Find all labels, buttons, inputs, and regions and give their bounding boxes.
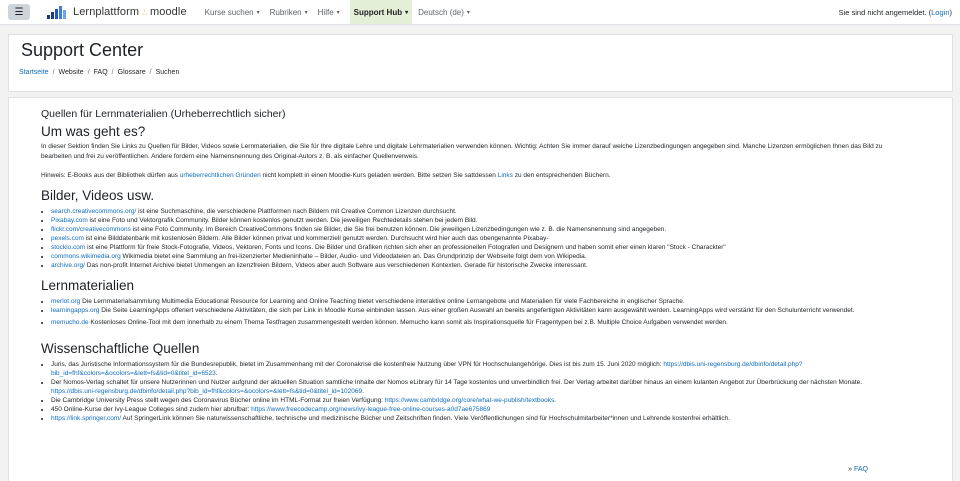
resource-description: Wikimedia bietet eine Sammlung an frei-lizenzierter Medieninhalte – Bilder, Audio- und Videodateien an. Das Grundprinzip der Webseite folgt dem von Wikipedia. [120,253,587,260]
faq-link[interactable]: FAQ [853,466,868,473]
hamburger-icon: ☰ [14,6,24,18]
resource-description: Die Lernmaterialsammlung Multimedia Educational Resource for Learning and Online Teaching bietet verschiedene interaktive online Lernangebote und Materialien für viele Fachbereiche in englischer Sprache. [80,298,685,305]
caret-down-icon: ▾ [466,9,470,16]
resource-link[interactable]: learningapps.org [51,307,100,314]
list-item [51,261,901,270]
logo-bars-icon [46,5,70,19]
list-item [51,414,901,423]
resource-description: . [362,388,364,395]
list-item [51,306,901,315]
nav-item-label: Kurse suchen [204,7,254,17]
section-heading-bilder: Bilder, Videos usw. [41,188,155,203]
page-title: Support Center [21,40,144,60]
breadcrumb-glossare[interactable]: Glossare [117,69,146,76]
breadcrumb-separator: / [87,69,90,76]
section-heading-um-was: Um was geht es? [41,124,146,139]
resource-description: Kostenloses Online-Tool mit dem innerhalb zu einem Thema Testfragen zusammengestellt werden können. Memucho kann somit als Inspirationsquelle für Fragentypen bei z.B. Multiple Choice Aufgaben verwendet werden. [88,319,728,326]
caret-down-icon: ▾ [405,9,409,16]
resource-description: . [554,397,557,404]
resource-link[interactable]: memucho.de [51,319,89,326]
main-content [8,97,953,481]
top-navbar [0,0,960,25]
hamburger-menu-button[interactable] [8,4,30,20]
breadcrumb-separator: / [52,69,55,76]
list-item [51,378,901,396]
hinweis-text: nicht komplett in einen Moodle-Kurs geladen werden. Bitte setzen Sie sattdessen [260,172,498,179]
page-header [8,34,953,92]
hinweis-paragraph [41,171,901,181]
resource-link[interactable]: https://link.springer.com/ [51,415,122,422]
list-item [51,234,901,243]
resource-description: ist eine Foto und Vektorgrafik Community. Bilder können kostenlos genutzt werden. Die jeweiligen Rechtedetails stehen bei jedem Bild. [87,217,478,224]
breadcrumb [19,69,179,76]
resource-link[interactable]: pexels.com [51,235,84,242]
nav-support-hub[interactable] [350,0,412,24]
list-item [51,360,901,378]
resource-description: Das non-profit Internet Archive bietet Unmengen an lizenzfreien Bildern, Videos aber auch Software aus verschiedenen Kontexten. Gerade für historische Zwecke interessant. [84,262,588,269]
resource-description: ist eine Suchmaschine, die verschiedene Plattformen nach Bildern mit Creative Common Lizenzen durchsucht. [136,208,457,215]
nav-hilfe[interactable] [318,0,340,24]
resource-description: ist eine Foto Community. Im Bereich CreativeCommons finden sie Bilder, die Sie frei benutzen können. Die jeweiligen Lizenzbedingungen wie z. B. die Namensnennung sind angegeben. [130,226,667,233]
list-item [51,207,901,216]
links-link[interactable]: Links [497,172,513,179]
section-heading-lernmaterialien: Lernmaterialien [41,278,135,293]
resource-link[interactable]: https://dbis.uni-regensburg.de/dbinfo/detail.php?bib_id=fhf&colors=&ocolors=&lett=fs&tid=0&titel_id=102069 [51,388,363,395]
list-item [51,396,901,405]
list-item [51,405,901,414]
list-item [51,318,901,327]
intro-paragraph: In dieser Sektion finden Sie Links zu Quellen für Bilder, Videos sowie Lernmaterialien, die Sie für Ihre digitale Lehre und digitale Lehrmaterialien verwenden können. Wichtig: Achten Sie immer darauf welche Lizenzbedingungen angegeben sind. Manche Lizenzen ermöglichen Ihnen das Bild zu bearbeiten und frei zu veröffentlichen. Andere fordern eine Namensnennung des Original-Autors z. B. als einfacher Quellenverweis. [41,143,883,160]
resource-description: Juris, das Juristische Informationssystem für die Bundesrepublik, bietet im Zusammenhang mit der Coronakrise die kostenfreie Nutzung über VPN für Hochschulangehörige. Dies ist bis zum 15. Juni 2020 möglich: [51,361,664,368]
caret-down-icon: ▾ [336,9,340,16]
resource-description: ist eine Bilddatenbank mit kostenlosen Bildern. Alle Bilder können privat und kommerziell genutzt werden. Durchsucht wird hier auch das obengenannte Pixabay- [83,235,549,242]
resource-description: Die Seite LearningApps offeriert verschiedene Aktivitäten, die sich per Link in Moodle Kurse einbinden lassen. Aus einer großen Auswahl an bereits angefertigten Aktivitäten kann ausgewählt werden. LearningApps wird verstärkt für den Schulunterricht verwendet. [99,307,855,314]
login-link[interactable]: Login [931,7,950,17]
lernmaterialien-list [41,297,901,327]
resource-link[interactable]: stockio.com [51,244,86,251]
list-item [51,252,901,261]
nav-item-label: Rubriken [269,7,302,17]
resource-link[interactable]: https://www.cambridge.org/core/what-we-publish/textbooks [384,397,555,404]
resource-description: Die Cambridge University Press stellt wegen des Coronavirus Bücher online im HTML-Format zur freien Verfügung: [51,397,385,404]
nav-item-label: Deutsch (de) [418,7,464,17]
login-suffix: ) [949,7,952,17]
resource-description: . [215,370,218,377]
login-info [839,0,952,24]
nav-language-menu[interactable] [418,0,470,24]
resource-link[interactable]: commons.wikimedia.org [51,253,121,260]
resource-link[interactable]: merlot.org [51,298,81,305]
resource-description: 450 Online-Kurse der Ivy-League Colleges sind zudem hier abrufbar: [51,406,252,413]
nav-rubriken[interactable] [270,0,308,24]
breadcrumb-suchen: Suchen [155,69,180,76]
entry-title: Quellen für Lernmaterialien (Urheberrechtlich sicher) [41,108,286,120]
entry-body [41,107,901,423]
list-item [51,216,901,225]
resource-description: Auf SpringerLink können Sie naturwissenschaftliche, technische und medizinische Bücher und Zeitschriften finden. Viele Veröffentlichungen sind für Hochschulmitarbeiter*innen und Lehrende kostenfrei erhältlich. [121,415,731,422]
breadcrumb-faq[interactable]: FAQ [93,69,108,76]
list-item [51,225,901,234]
resource-description: Der Nomos-Verlag schaltet für unsere Nutzerinnen und Nutzer aufgrund der aktuellen Situation samtliche Inhalte der Nomos eLibrary für 14 Tage kostenlos und unverbindlich frei. Der Verlag arbeitet darüber hinaus an einem kulanten Angebot zur Überbrückung der nächsten Monate. [51,379,863,386]
breadcrumb-separator: / [111,69,114,76]
resource-link[interactable]: https://www.freecodecamp.org/news/ivy-league-free-online-courses-a0d7ae675869 [251,406,491,413]
breadcrumb-separator: / [149,69,152,76]
nav-kurse-suchen[interactable] [205,0,260,24]
caret-down-icon: ▾ [304,9,308,16]
logo-text: Lernplattform ∴ moodle [73,6,187,18]
resource-link[interactable]: Pixabay.com [51,217,88,224]
resource-link[interactable]: search.creativecommons.org/ [51,208,137,215]
resource-link[interactable]: archive.org/ [51,262,85,269]
breadcrumb-startseite[interactable]: Startseite [19,69,49,76]
resource-link[interactable]: flickr.com/creativecommons [51,226,131,233]
bilder-list [41,207,901,270]
urheberrecht-link[interactable]: urheberrechtlichen Gründen [179,172,261,179]
list-item [51,297,901,306]
caret-down-icon: ▾ [256,9,260,16]
resource-description: ist eine Plattform für freie Stock-Fotografie, Videos, Vektoren, Fonts und Icons. Die Bilder und Grafiken richten sich eher an professionellen Fotografen und Designern und haben somit eher einen klaren "Stock - Charackter" [85,244,726,251]
hinweis-text: zu den entsprechenden Büchern. [512,172,611,179]
login-prefix: Sie sind nicht angemeldet. ( [838,7,932,17]
nav-item-label: Hilfe [317,7,334,17]
wissenschaft-list [41,360,901,423]
hinweis-text: Hinweis: E-Books aus der Bibliothek dürfen aus [41,172,180,179]
list-item [51,243,901,252]
faq-prefix: » [848,466,854,473]
nav-item-label: Support Hub [353,7,403,17]
resource-link[interactable]: https://dbis.uni-regensburg.de/dbinfo/detail.php?bib_id=fhf&colors=&ocolors=&lett=fs&tid=0&titel_id=6523 [51,361,803,377]
faq-back-link[interactable] [848,466,868,473]
site-logo[interactable] [46,2,187,22]
breadcrumb-website[interactable]: Website [58,69,84,76]
section-heading-wissenschaftliche-quellen: Wissenschaftliche Quellen [41,341,200,356]
